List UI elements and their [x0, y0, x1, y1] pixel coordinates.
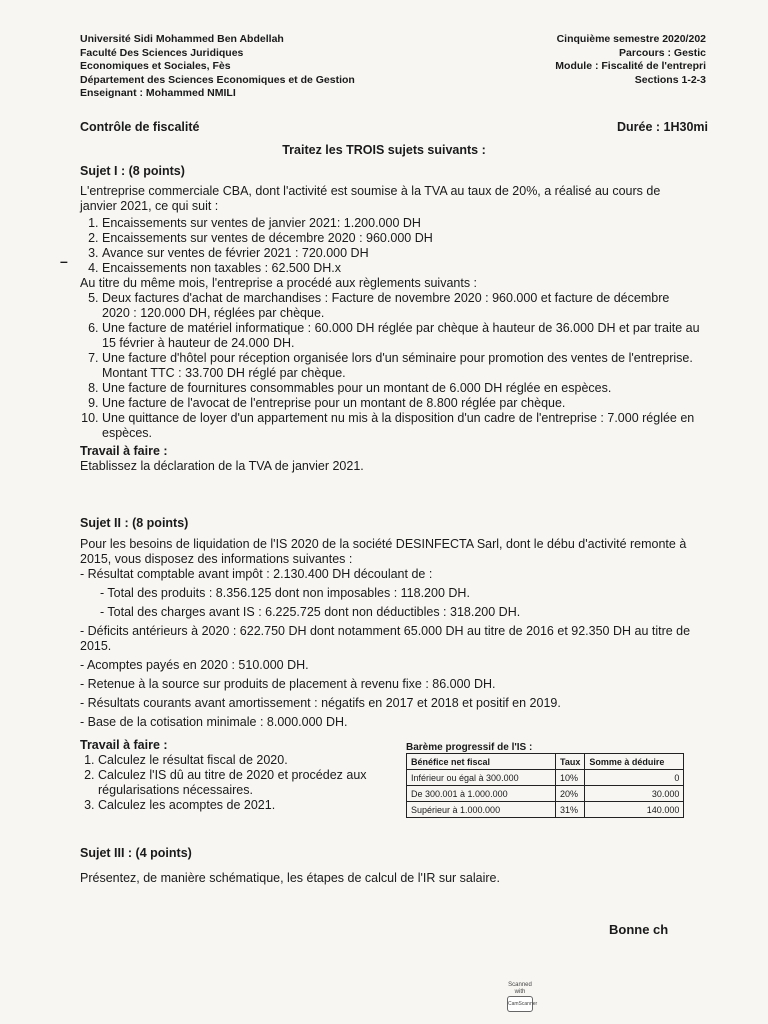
- list-item: 8. Une facture de fournitures consommables pour un montant de 6.000 DH réglée en espèces.: [102, 381, 700, 396]
- sujet-1-travail: Etablissez la déclaration de la TVA de janvier 2021.: [80, 459, 364, 473]
- sujet-1: [80, 164, 700, 474]
- sujet-1-middle: Au titre du même mois, l'entreprise a procédé aux règlements suivants :: [80, 276, 478, 290]
- instruction: Traitez les TROIS sujets suivants :: [282, 143, 486, 157]
- header-line: Enseignant : Mohammed NMILI: [80, 87, 236, 99]
- sujet-2-task-list: [80, 753, 400, 813]
- table-cell: 31%: [556, 802, 585, 818]
- bareme-table: [406, 753, 684, 818]
- header-line: Département des Sciences Economiques et de Gestion: [80, 73, 355, 86]
- table-cell: De 300.001 à 1.000.000: [407, 786, 556, 802]
- bareme-is: [406, 742, 684, 818]
- sujet-2-line: - Acomptes payés en 2020 : 510.000 DH.: [80, 658, 309, 672]
- sujet-2-heading: Sujet II : (8 points): [80, 516, 189, 530]
- table-cell: 0: [585, 770, 684, 786]
- header-line: Module : Fiscalité de l'entrepri: [555, 60, 706, 72]
- sujet-1-intro: L'entreprise commerciale CBA, dont l'activité est soumise à la TVA au taux de 20%, a réalisé au cours de janvier 2021, ce qui suit :: [80, 184, 661, 213]
- list-item: 2. Encaissements sur ventes de décembre 2020 : 960.000 DH: [102, 231, 700, 246]
- list-item: 5. Deux factures d'achat de marchandises : Facture de novembre 2020 : 960.000 et facture de décembre 2020 : 120.000 DH, réglées par chèque.: [102, 291, 700, 321]
- table-cell: 20%: [556, 786, 585, 802]
- table-cell: 10%: [556, 770, 585, 786]
- list-item: 2. Calculez l'IS dû au titre de 2020 et procédez aux régularisations nécessaires.: [98, 768, 400, 798]
- closing-text: Bonne ch: [609, 922, 669, 937]
- sujet-3: [80, 846, 700, 886]
- exam-title-row: [80, 120, 708, 134]
- sujet-2-line: - Total des produits : 8.356.125 dont non imposables : 118.200 DH.: [100, 586, 470, 600]
- table-header-row: [407, 754, 684, 770]
- list-item: 3. Avance sur ventes de février 2021 : 720.000 DH: [102, 246, 700, 261]
- sujet-1-heading: Sujet I : (8 points): [80, 164, 185, 178]
- sujet-2-line: - Déficits antérieurs à 2020 : 622.750 DH dont notamment 65.000 DH au titre de 2016 et 92.350 DH au titre de 2015.: [80, 624, 691, 653]
- header-line: Sections 1-2-3: [634, 73, 706, 86]
- bareme-title: Barème progressif de l'IS :: [406, 742, 533, 753]
- scan-text: Scanned with: [508, 982, 532, 995]
- table-row: [407, 802, 684, 818]
- sujet-2-line: - Résultats courants avant amortissement : négatifs en 2017 et 2018 et positif en 2019.: [80, 696, 561, 710]
- sujet-1-list-a: [80, 216, 700, 276]
- list-item: 7. Une facture d'hôtel pour réception organisée lors d'un séminaire pour promotion des ventes de l'entreprise. Montant TTC : 33.700 DH réglé par chèque.: [102, 351, 700, 381]
- handwritten-dash: –: [60, 253, 68, 269]
- table-cell: 140.000: [585, 802, 684, 818]
- header-line: Cinquième semestre 2020/202: [556, 33, 706, 45]
- sujet-2-line: - Total des charges avant IS : 6.225.725 dont non déductibles : 318.200 DH.: [100, 605, 521, 619]
- header-line: Université Sidi Mohammed Ben Abdellah: [80, 33, 284, 45]
- list-item: 6. Une facture de matériel informatique : 60.000 DH réglée par chèque à hauteur de 36.000 DH et par traite au 15 février à hauteur de 24.000 DH.: [102, 321, 700, 351]
- sujet-3-heading: Sujet III : (4 points): [80, 846, 192, 860]
- sujet-2-travail-label: Travail à faire :: [80, 738, 168, 752]
- scanner-watermark: [505, 982, 538, 1012]
- list-item: 4. Encaissements non taxables : 62.500 DH.x: [102, 261, 700, 276]
- list-item: 10. Une quittance de loyer d'un appartement nu mis à la disposition d'un cadre de l'entreprise : 7.000 réglée en espèces.: [102, 411, 700, 441]
- table-row: [407, 770, 684, 786]
- sujet-1-travail-label: Travail à faire :: [80, 444, 168, 458]
- table-header-cell: Taux: [556, 754, 585, 770]
- sujet-3-text: Présentez, de manière schématique, les étapes de calcul de l'IR sur salaire.: [80, 871, 500, 885]
- list-item: 3. Calculez les acomptes de 2021.: [98, 798, 400, 813]
- sujet-2-line: - Retenue à la source sur produits de placement à revenu fixe : 86.000 DH.: [80, 677, 496, 691]
- table-row: [407, 786, 684, 802]
- sujet-2-line: - Base de la cotisation minimale : 8.000.000 DH.: [80, 715, 348, 729]
- scan-app: CamScanner: [508, 1001, 538, 1007]
- camscanner-logo-icon: [507, 996, 538, 1012]
- sujet-2-tasks: [80, 738, 400, 813]
- sujet-2-intro: Pour les besoins de liquidation de l'IS 2020 de la société DESINFECTA Sarl, dont le débu d'activité remonte à 2015, vous disposez des informations suivantes :: [80, 537, 687, 566]
- sujet-2-line: - Résultat comptable avant impôt : 2.130.400 DH découlant de :: [80, 567, 433, 581]
- header-line: Faculté Des Sciences Juridiques: [80, 46, 244, 59]
- table-cell: Supérieur à 1.000.000: [407, 802, 556, 818]
- table-cell: Inférieur ou égal à 300.000: [407, 770, 556, 786]
- sujet-2: [80, 516, 700, 730]
- list-item: 1. Encaissements sur ventes de janvier 2021: 1.200.000 DH: [102, 216, 700, 231]
- table-cell: 30.000: [585, 786, 684, 802]
- course-header: [555, 33, 706, 87]
- list-item: 9. Une facture de l'avocat de l'entreprise pour un montant de 8.800 réglée par chèque.: [102, 396, 700, 411]
- header-line: Economiques et Sociales, Fès: [80, 60, 231, 72]
- sujet-1-list-b: [80, 291, 700, 441]
- institution-header: [80, 33, 355, 101]
- table-header-cell: Somme à déduire: [585, 754, 684, 770]
- header-line: Parcours : Gestic: [619, 46, 706, 59]
- exam-duration: Durée : 1H30mi: [616, 120, 708, 134]
- list-item: 1. Calculez le résultat fiscal de 2020.: [98, 753, 400, 768]
- table-header-cell: Bénéfice net fiscal: [407, 754, 556, 770]
- exam-title: Contrôle de fiscalité: [80, 120, 200, 134]
